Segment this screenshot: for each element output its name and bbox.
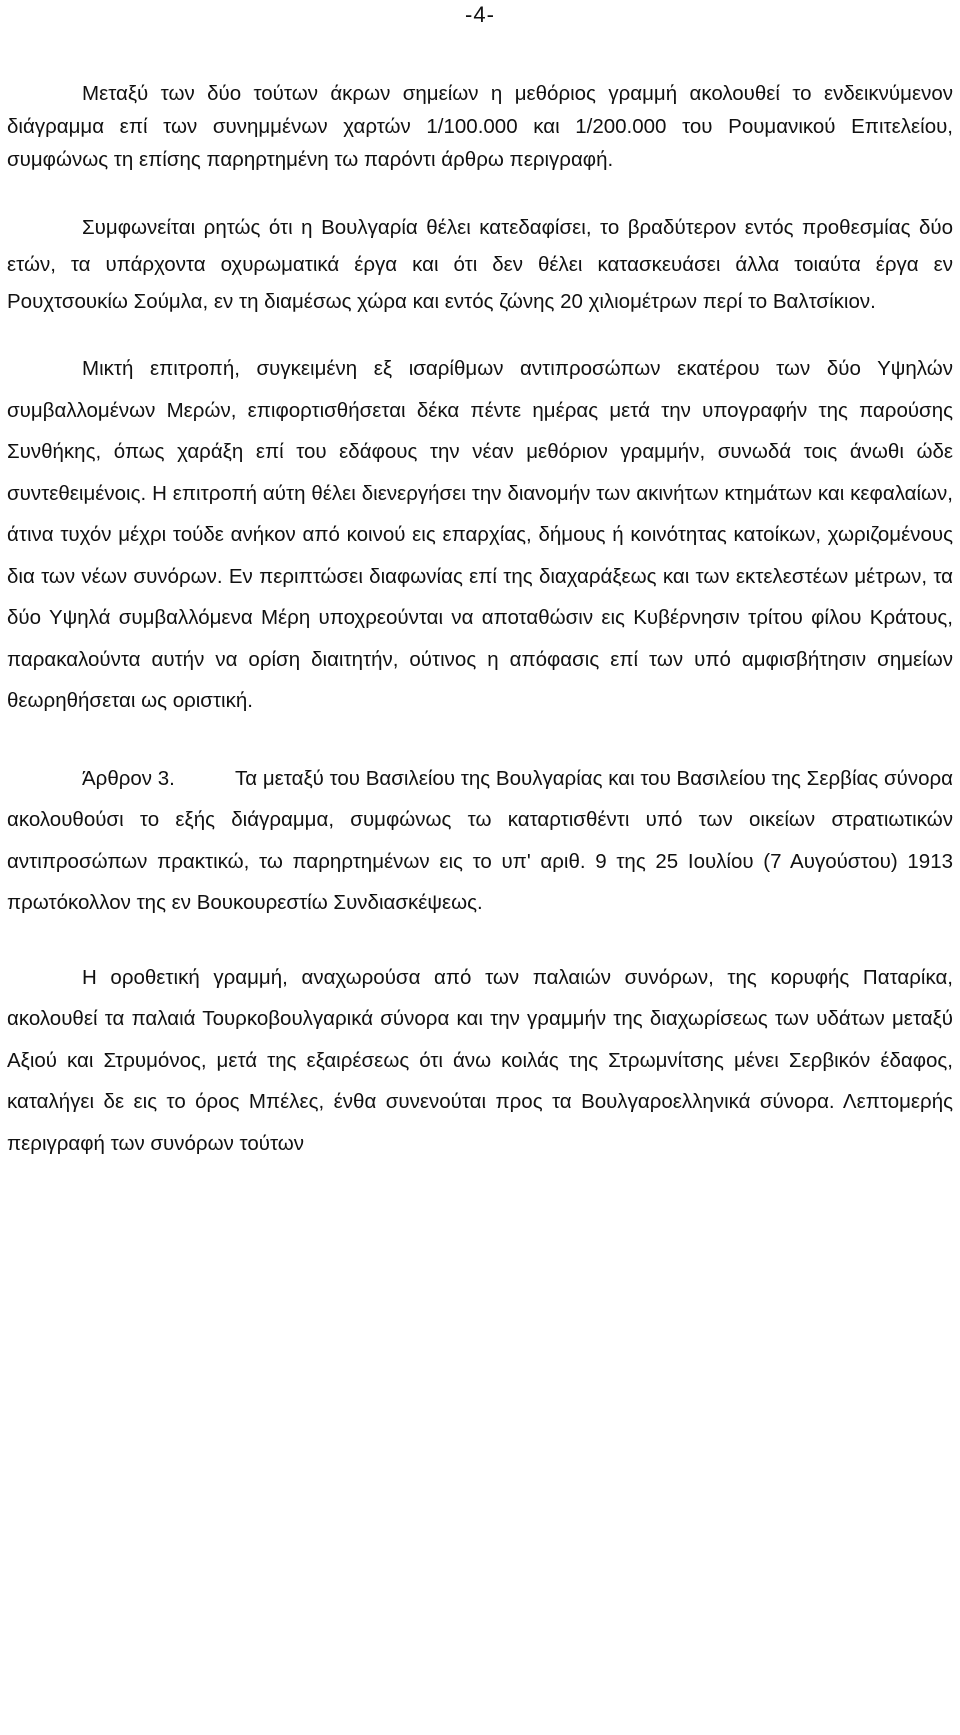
article-3-heading: Άρθρον 3.	[82, 766, 175, 790]
paragraph-boundary-line: Μεταξύ των δύο τούτων άκρων σημείων η μεθόριος γραμμή ακολουθεί το ενδεικνύμενον διάγραμμα επί των συνημμένων χαρτών 1/100.000 και 1/200.000 του Ρουμανικού Επιτελείου, συμφώνως τη επίσης παρηρτημένη τω παρόντι άρθρω περιγραφή.	[7, 82, 953, 171]
document-body	[7, 77, 953, 1164]
paragraph-article-3	[7, 758, 953, 924]
paragraph-mixed-commission: Μικτή επιτροπή, συγκειμένη εξ ισαρίθμων αντιπροσώπων εκατέρου των δύο Υψηλών συμβαλλομένων Μερών, επιφορτισθήσεται δέκα πέντε ημέρας μετά την υπογραφήν της παρούσης Συνθήκης, όπως χαράξη επί του εδάφους την νέαν μεθόριον γραμμήν, συνωδά τοις άνωθι ώδε συντεθειμένοις. Η επιτροπή αύτη θέλει διενεργήσει την διανομήν των ακινήτων κτημάτων και κεφαλαίων, άτινα τυχόν μέχρι τούδε ανήκον από κοινού εις επαρχίας, δήμους ή κοινότητας κατοίκων, χωριζομένους δια των νέων συνόρων. Εν περιπτώσει διαφωνίας επί της διαχαράξεως και των εκτελεστέων μέτρων, τα δύο Υψηλά συμβαλλόμενα Μέρη υποχρεούνται να αποταθώσιν εις Κυβέρνησιν τρίτου φίλου Κράτους, παρακαλούντα αυτήν να ορίση διαιτητήν, ούτινος η απόφασις επί των υπό αμφισβήτησιν σημείων θεωρηθήσεται ως οριστική.	[7, 357, 953, 712]
page-number: -4-	[465, 2, 495, 27]
paragraph-border-description: Η οροθετική γραμμή, αναχωρούσα από των παλαιών συνόρων, της κορυφής Παταρίκα, ακολουθεί τα παλαιά Τουρκοβουλγαρικά σύνορα και την γραμμήν της διαχωρίσεως των υδάτων μεταξύ Αξιού και Στρυμόνος, μετά της εξαιρέσεως ότι άνω κοιλάς της Στρωμνίτσης μένει Σερβικόν έδαφος, καταλήγει δε εις το όρος Μπέλες, ένθα συνενούται προς τα Βουλγαροελληνικά σύνορα. Λεπτομερής περιγραφή των συνόρων τούτων	[7, 965, 953, 1155]
paragraph-fortifications: Συμφωνείται ρητώς ότι η Βουλγαρία θέλει κατεδαφίσει, το βραδύτερον εντός προθεσμίας δύο ετών, τα υπάρχοντα οχυρωματικά έργα και ότι δεν θέλει κατασκευάσει άλλα τοιαύτα έργα εν Ρουχτσουκίω Σούμλα, εν τη διαμέσως χώρα και εντός ζώνης 20 χιλιομέτρων περί το Βαλτσίκιον.	[7, 216, 953, 313]
article-3-text: Τα μεταξύ του Βασιλείου της Βουλγαρίας και του Βασιλείου της Σερβίας σύνορα ακολουθούσι το εξής διάγραμμα, συμφώνως τω καταρτισθέντι υπό των οικείων στρατιωτικών αντιπροσώπων πρακτικώ, τω παρηρτημένων εις το υπ' αριθ. 9 της 25 Ιουλίου (7 Αυγούστου) 1913 πρωτόκολλον της εν Βουκουρεστίω Συνδιασκέψεως.	[7, 766, 953, 914]
